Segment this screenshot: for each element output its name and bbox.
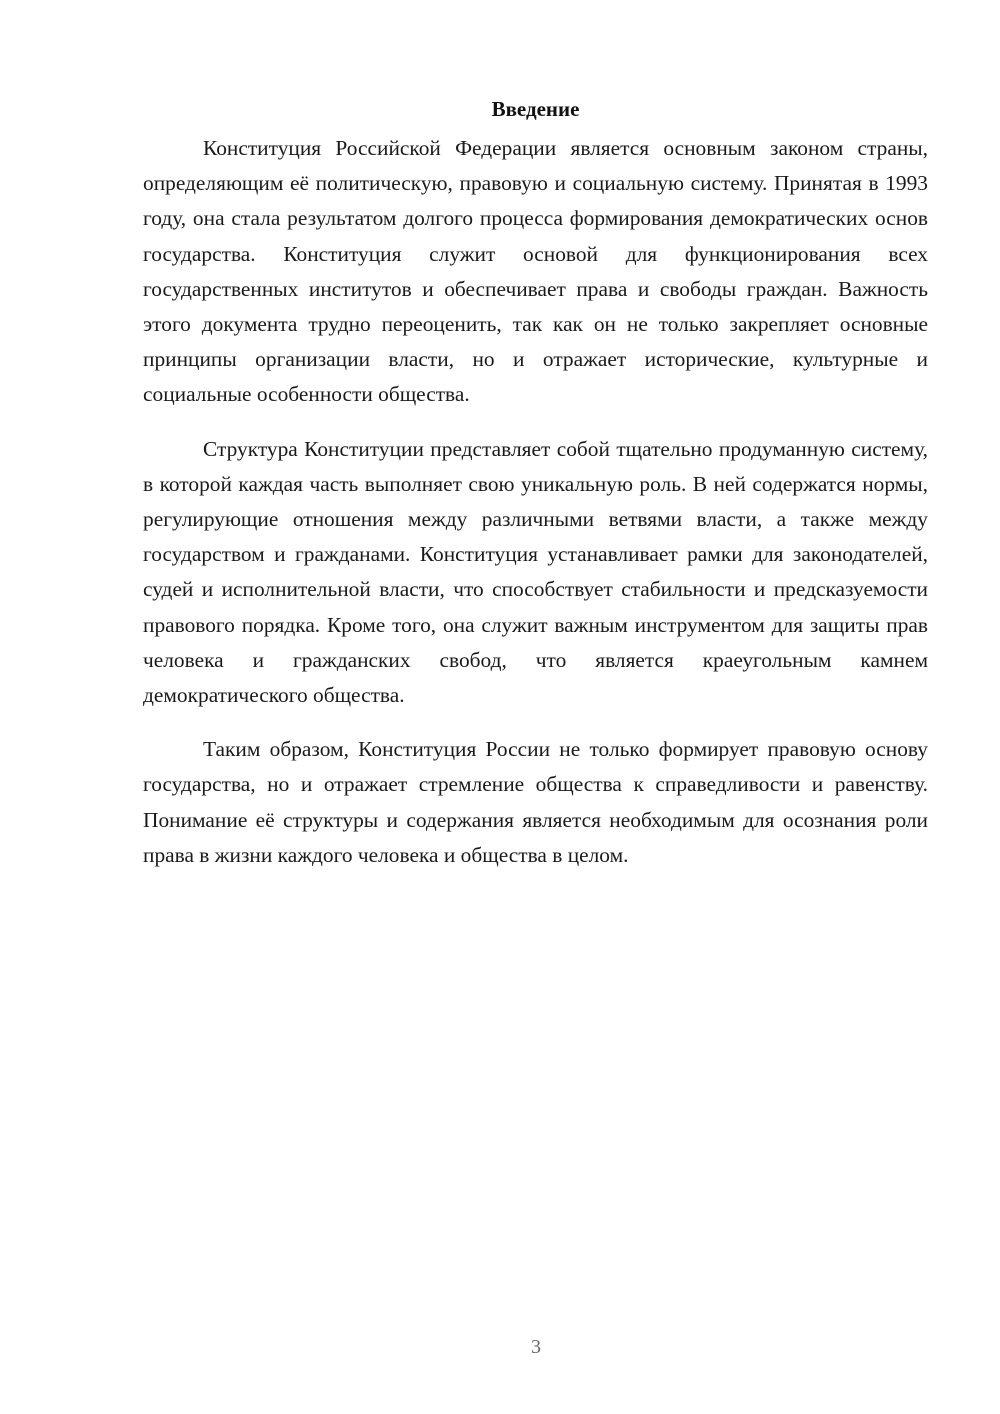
paragraph-3: Таким образом, Конституция России не только формирует правовую основу государства, но и отражает стремление общества к справедливости и равенству. Понимание её структуры и содержания является необходимым для осознания роли права в жизни каждого человека и общества в целом. [143,737,928,867]
section-heading: Введение [491,97,580,121]
page-number: 3 [531,1336,541,1358]
page-content [143,92,928,892]
paragraph-2: Структура Конституции представляет собой тщательно продуманную систему, в которой каждая часть выполняет свою уникальную роль. В ней содержатся нормы, регулирующие отношения между различными ветвями власти, а также между государством и гражданами. Конституция устанавливает рамки для законодателей, судей и исполнительной власти, что способствует стабильности и предсказуемости правового порядка. Кроме того, она служит важным инструментом для защиты прав человека и гражданских свобод, что является краеугольным камнем демократического общества. [143,436,928,708]
paragraph-1: Конституция Российской Федерации является основным законом страны, определяющим её политическую, правовую и социальную систему. Принятая в 1993 году, она стала результатом долгого процесса формирования демократических основ государства. Конституция служит основой для функционирования всех государственных институтов и обеспечивает права и свободы граждан. Важность этого документа трудно переоценить, так как он не только закрепляет основные принципы организации власти, но и отражает исторические, культурные и социальные особенности общества. [143,136,928,407]
